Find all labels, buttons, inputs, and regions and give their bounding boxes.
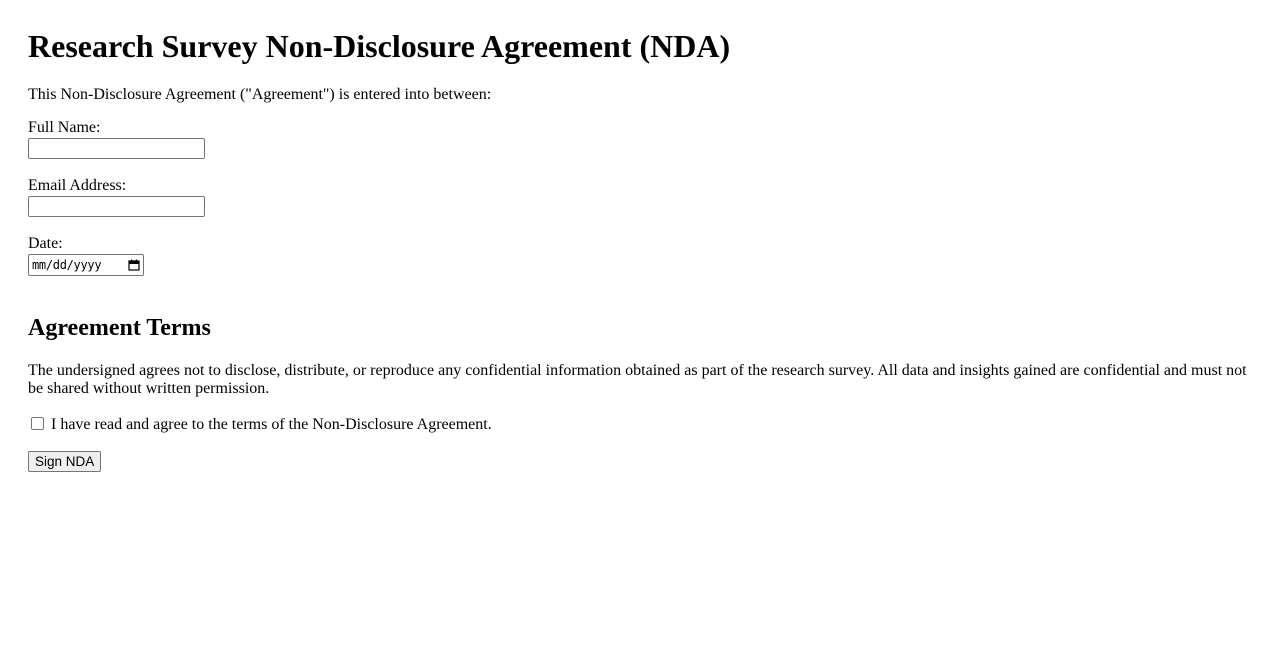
full-name-field-group <box>28 119 1250 159</box>
sign-nda-button[interactable]: Sign NDA <box>28 451 101 472</box>
date-placeholder: mm/dd/yyyy <box>32 258 102 272</box>
email-label: Email Address: <box>28 177 127 194</box>
email-input[interactable] <box>28 196 205 217</box>
terms-text: The undersigned agrees not to disclose, distribute, or reproduce any confidential information obtained as part of the research survey. All data and insights gained are confidential and must not be shared without written permission. <box>28 362 1247 397</box>
agree-checkbox-label[interactable]: I have read and agree to the terms of the Non-Disclosure Agreement. <box>51 416 492 433</box>
date-input[interactable] <box>28 254 144 276</box>
calendar-icon[interactable] <box>128 259 140 271</box>
agree-row <box>28 416 1250 434</box>
email-field-group <box>28 177 1250 217</box>
agree-checkbox[interactable] <box>31 417 44 430</box>
date-field-group <box>28 235 1250 276</box>
full-name-input[interactable] <box>28 138 205 159</box>
date-label: Date: <box>28 235 63 252</box>
full-name-label: Full Name: <box>28 119 101 136</box>
page-title: Research Survey Non-Disclosure Agreement (NDA) <box>28 28 731 64</box>
intro-text: This Non-Disclosure Agreement ("Agreement") is entered into between: <box>28 86 492 103</box>
terms-heading: Agreement Terms <box>28 315 211 341</box>
